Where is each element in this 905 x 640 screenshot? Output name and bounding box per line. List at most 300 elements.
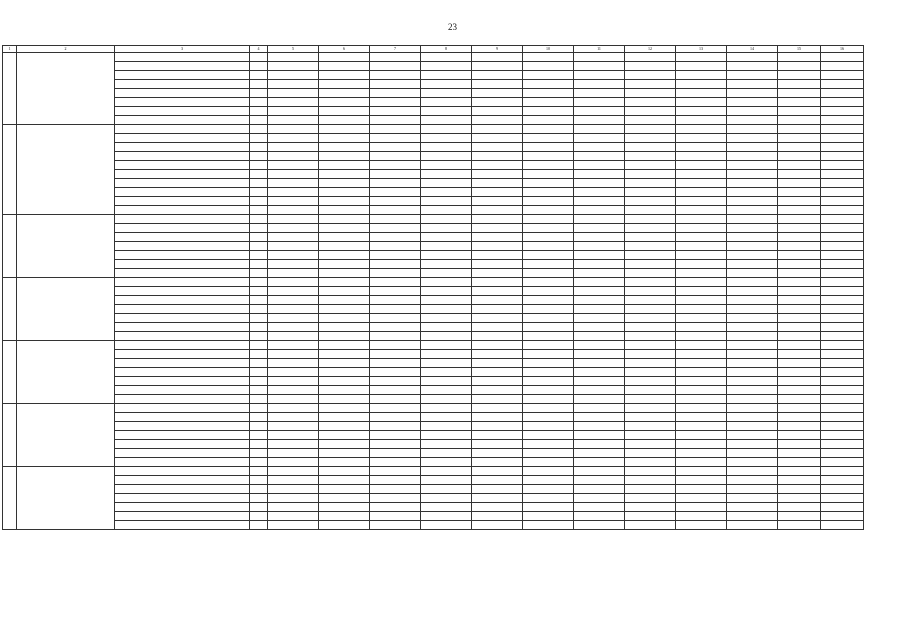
amount-cell	[268, 80, 319, 89]
amount-cell	[523, 251, 574, 260]
amount-cell	[727, 161, 778, 170]
amount-cell	[727, 467, 778, 476]
amount-cell	[778, 314, 821, 323]
amount-cell	[268, 134, 319, 143]
report-table	[2, 45, 864, 530]
amount-cell	[676, 377, 727, 386]
amount-cell	[676, 287, 727, 296]
amount-cell	[821, 80, 864, 89]
amount-cell	[523, 413, 574, 422]
funding-source-cell	[115, 287, 250, 296]
amount-cell	[821, 260, 864, 269]
amount-cell	[727, 251, 778, 260]
amount-cell	[625, 242, 676, 251]
amount-cell	[421, 386, 472, 395]
amount-cell	[625, 332, 676, 341]
amount-cell	[370, 161, 421, 170]
amount-cell	[268, 305, 319, 314]
budget-code-cell	[250, 494, 268, 503]
amount-cell	[421, 377, 472, 386]
amount-cell	[727, 368, 778, 377]
table-row	[3, 251, 864, 260]
amount-cell	[421, 98, 472, 107]
amount-cell	[727, 350, 778, 359]
table-row	[3, 161, 864, 170]
amount-cell	[523, 62, 574, 71]
amount-cell	[319, 89, 370, 98]
amount-cell	[523, 314, 574, 323]
amount-cell	[319, 503, 370, 512]
amount-cell	[625, 341, 676, 350]
table-row	[3, 197, 864, 206]
funding-source-cell	[115, 269, 250, 278]
group-title-cell	[17, 125, 115, 215]
amount-cell	[727, 53, 778, 62]
amount-cell	[370, 116, 421, 125]
amount-cell	[778, 125, 821, 134]
funding-source-cell	[115, 350, 250, 359]
column-number: 14	[727, 46, 778, 53]
amount-cell	[821, 431, 864, 440]
amount-cell	[319, 197, 370, 206]
funding-source-cell	[115, 485, 250, 494]
group-title-cell	[17, 341, 115, 404]
amount-cell	[523, 260, 574, 269]
amount-cell	[778, 422, 821, 431]
table-row	[3, 215, 864, 224]
amount-cell	[268, 368, 319, 377]
table-row	[3, 314, 864, 323]
amount-cell	[523, 179, 574, 188]
table-row	[3, 377, 864, 386]
amount-cell	[370, 224, 421, 233]
amount-cell	[319, 125, 370, 134]
amount-cell	[268, 494, 319, 503]
budget-code-cell	[250, 134, 268, 143]
amount-cell	[727, 206, 778, 215]
amount-cell	[472, 341, 523, 350]
amount-cell	[625, 251, 676, 260]
funding-source-cell	[115, 143, 250, 152]
budget-code-cell	[250, 413, 268, 422]
table-row	[3, 305, 864, 314]
amount-cell	[319, 287, 370, 296]
amount-cell	[727, 332, 778, 341]
amount-cell	[472, 314, 523, 323]
amount-cell	[574, 404, 625, 413]
amount-cell	[472, 458, 523, 467]
amount-cell	[268, 206, 319, 215]
amount-cell	[727, 224, 778, 233]
amount-cell	[421, 197, 472, 206]
amount-cell	[625, 314, 676, 323]
amount-cell	[268, 422, 319, 431]
amount-cell	[319, 116, 370, 125]
amount-cell	[421, 161, 472, 170]
amount-cell	[676, 98, 727, 107]
amount-cell	[370, 287, 421, 296]
amount-cell	[421, 467, 472, 476]
amount-cell	[421, 62, 472, 71]
amount-cell	[625, 152, 676, 161]
amount-cell	[574, 215, 625, 224]
amount-cell	[319, 431, 370, 440]
amount-cell	[625, 170, 676, 179]
page-number: 23	[448, 22, 457, 32]
amount-cell	[268, 476, 319, 485]
budget-code-cell	[250, 53, 268, 62]
amount-cell	[821, 341, 864, 350]
amount-cell	[523, 395, 574, 404]
amount-cell	[268, 395, 319, 404]
column-number: 5	[268, 46, 319, 53]
amount-cell	[727, 494, 778, 503]
amount-cell	[821, 224, 864, 233]
funding-source-cell	[115, 404, 250, 413]
amount-cell	[778, 179, 821, 188]
amount-cell	[821, 296, 864, 305]
group-code-cell	[3, 404, 17, 467]
amount-cell	[370, 98, 421, 107]
funding-source-cell	[115, 260, 250, 269]
amount-cell	[727, 485, 778, 494]
amount-cell	[727, 71, 778, 80]
amount-cell	[625, 377, 676, 386]
amount-cell	[676, 188, 727, 197]
amount-cell	[319, 215, 370, 224]
amount-cell	[523, 485, 574, 494]
amount-cell	[319, 98, 370, 107]
amount-cell	[319, 332, 370, 341]
amount-cell	[319, 485, 370, 494]
amount-cell	[625, 323, 676, 332]
budget-code-cell	[250, 305, 268, 314]
amount-cell	[676, 179, 727, 188]
amount-cell	[676, 440, 727, 449]
funding-source-cell	[115, 476, 250, 485]
amount-cell	[523, 116, 574, 125]
amount-cell	[778, 521, 821, 530]
amount-cell	[625, 305, 676, 314]
amount-cell	[574, 359, 625, 368]
table-row	[3, 125, 864, 134]
amount-cell	[421, 494, 472, 503]
amount-cell	[727, 305, 778, 314]
table-row	[3, 431, 864, 440]
amount-cell	[472, 431, 523, 440]
amount-cell	[727, 269, 778, 278]
amount-cell	[821, 476, 864, 485]
amount-cell	[319, 260, 370, 269]
amount-cell	[421, 278, 472, 287]
amount-cell	[625, 431, 676, 440]
funding-source-cell	[115, 431, 250, 440]
amount-cell	[778, 89, 821, 98]
amount-cell	[523, 71, 574, 80]
funding-source-cell	[115, 179, 250, 188]
amount-cell	[821, 467, 864, 476]
table-row	[3, 107, 864, 116]
amount-cell	[727, 296, 778, 305]
amount-cell	[370, 206, 421, 215]
column-number-row	[3, 46, 864, 53]
amount-cell	[778, 395, 821, 404]
amount-cell	[821, 332, 864, 341]
table-row	[3, 467, 864, 476]
budget-code-cell	[250, 161, 268, 170]
amount-cell	[727, 440, 778, 449]
amount-cell	[676, 224, 727, 233]
table-row	[3, 80, 864, 89]
amount-cell	[268, 179, 319, 188]
amount-cell	[727, 449, 778, 458]
amount-cell	[625, 206, 676, 215]
amount-cell	[523, 269, 574, 278]
amount-cell	[268, 431, 319, 440]
funding-source-cell	[115, 188, 250, 197]
table-row	[3, 386, 864, 395]
amount-cell	[268, 71, 319, 80]
amount-cell	[472, 251, 523, 260]
amount-cell	[319, 170, 370, 179]
amount-cell	[319, 467, 370, 476]
amount-cell	[370, 134, 421, 143]
amount-cell	[778, 260, 821, 269]
amount-cell	[676, 332, 727, 341]
amount-cell	[319, 71, 370, 80]
amount-cell	[574, 296, 625, 305]
table-row	[3, 440, 864, 449]
amount-cell	[821, 188, 864, 197]
amount-cell	[370, 80, 421, 89]
amount-cell	[676, 503, 727, 512]
budget-code-cell	[250, 485, 268, 494]
budget-code-cell	[250, 377, 268, 386]
amount-cell	[268, 296, 319, 305]
amount-cell	[676, 368, 727, 377]
funding-source-cell	[115, 242, 250, 251]
amount-cell	[268, 440, 319, 449]
amount-cell	[625, 53, 676, 62]
table-row	[3, 503, 864, 512]
amount-cell	[319, 161, 370, 170]
amount-cell	[319, 188, 370, 197]
funding-source-cell	[115, 98, 250, 107]
budget-code-cell	[250, 458, 268, 467]
amount-cell	[370, 107, 421, 116]
amount-cell	[727, 476, 778, 485]
amount-cell	[268, 449, 319, 458]
budget-code-cell	[250, 278, 268, 287]
amount-cell	[625, 494, 676, 503]
amount-cell	[574, 107, 625, 116]
amount-cell	[370, 476, 421, 485]
amount-cell	[625, 278, 676, 287]
amount-cell	[574, 386, 625, 395]
budget-code-cell	[250, 350, 268, 359]
amount-cell	[421, 143, 472, 152]
amount-cell	[472, 287, 523, 296]
table-row	[3, 449, 864, 458]
amount-cell	[523, 53, 574, 62]
amount-cell	[625, 71, 676, 80]
budget-code-cell	[250, 224, 268, 233]
amount-cell	[523, 422, 574, 431]
amount-cell	[268, 107, 319, 116]
amount-cell	[472, 188, 523, 197]
funding-source-cell	[115, 161, 250, 170]
budget-code-cell	[250, 359, 268, 368]
amount-cell	[574, 323, 625, 332]
amount-cell	[421, 503, 472, 512]
amount-cell	[574, 431, 625, 440]
amount-cell	[574, 485, 625, 494]
amount-cell	[778, 215, 821, 224]
budget-code-cell	[250, 170, 268, 179]
amount-cell	[821, 215, 864, 224]
amount-cell	[421, 305, 472, 314]
amount-cell	[574, 278, 625, 287]
funding-source-cell	[115, 251, 250, 260]
amount-cell	[268, 341, 319, 350]
budget-code-cell	[250, 521, 268, 530]
amount-cell	[472, 449, 523, 458]
amount-cell	[523, 440, 574, 449]
amount-cell	[821, 512, 864, 521]
amount-cell	[268, 350, 319, 359]
amount-cell	[727, 89, 778, 98]
amount-cell	[421, 413, 472, 422]
amount-cell	[778, 449, 821, 458]
amount-cell	[523, 467, 574, 476]
amount-cell	[319, 494, 370, 503]
amount-cell	[370, 395, 421, 404]
amount-cell	[319, 386, 370, 395]
amount-cell	[268, 386, 319, 395]
amount-cell	[370, 179, 421, 188]
amount-cell	[421, 476, 472, 485]
amount-cell	[472, 233, 523, 242]
amount-cell	[727, 107, 778, 116]
amount-cell	[268, 314, 319, 323]
budget-code-cell	[250, 98, 268, 107]
amount-cell	[821, 404, 864, 413]
amount-cell	[574, 161, 625, 170]
amount-cell	[472, 152, 523, 161]
amount-cell	[676, 197, 727, 206]
amount-cell	[370, 521, 421, 530]
amount-cell	[370, 314, 421, 323]
amount-cell	[625, 359, 676, 368]
amount-cell	[727, 413, 778, 422]
table-row	[3, 188, 864, 197]
amount-cell	[523, 233, 574, 242]
group-title-cell	[17, 278, 115, 341]
funding-source-cell	[115, 386, 250, 395]
amount-cell	[370, 170, 421, 179]
amount-cell	[472, 494, 523, 503]
amount-cell	[472, 503, 523, 512]
amount-cell	[821, 107, 864, 116]
table-row	[3, 341, 864, 350]
amount-cell	[370, 152, 421, 161]
funding-source-cell	[115, 377, 250, 386]
table-row	[3, 62, 864, 71]
table-row	[3, 71, 864, 80]
amount-cell	[319, 152, 370, 161]
amount-cell	[421, 521, 472, 530]
amount-cell	[676, 134, 727, 143]
amount-cell	[523, 152, 574, 161]
table-row	[3, 287, 864, 296]
amount-cell	[676, 161, 727, 170]
amount-cell	[319, 521, 370, 530]
amount-cell	[625, 107, 676, 116]
amount-cell	[370, 449, 421, 458]
budget-code-cell	[250, 251, 268, 260]
amount-cell	[268, 152, 319, 161]
amount-cell	[268, 287, 319, 296]
budget-code-cell	[250, 368, 268, 377]
amount-cell	[370, 251, 421, 260]
amount-cell	[676, 386, 727, 395]
table-body	[3, 53, 864, 530]
amount-cell	[472, 332, 523, 341]
amount-cell	[625, 512, 676, 521]
column-number: 11	[574, 46, 625, 53]
amount-cell	[523, 278, 574, 287]
amount-cell	[625, 143, 676, 152]
amount-cell	[319, 395, 370, 404]
amount-cell	[319, 134, 370, 143]
amount-cell	[821, 170, 864, 179]
amount-cell	[821, 440, 864, 449]
amount-cell	[472, 377, 523, 386]
amount-cell	[370, 350, 421, 359]
report-table-container	[2, 45, 863, 530]
amount-cell	[472, 359, 523, 368]
amount-cell	[523, 224, 574, 233]
amount-cell	[778, 242, 821, 251]
amount-cell	[727, 170, 778, 179]
amount-cell	[370, 188, 421, 197]
amount-cell	[574, 233, 625, 242]
amount-cell	[421, 224, 472, 233]
amount-cell	[370, 404, 421, 413]
amount-cell	[472, 269, 523, 278]
amount-cell	[472, 215, 523, 224]
table-row	[3, 152, 864, 161]
amount-cell	[370, 386, 421, 395]
amount-cell	[821, 503, 864, 512]
amount-cell	[472, 260, 523, 269]
amount-cell	[676, 152, 727, 161]
amount-cell	[319, 224, 370, 233]
amount-cell	[574, 260, 625, 269]
amount-cell	[676, 476, 727, 485]
column-number: 3	[115, 46, 250, 53]
amount-cell	[821, 125, 864, 134]
amount-cell	[370, 368, 421, 377]
budget-code-cell	[250, 62, 268, 71]
amount-cell	[370, 143, 421, 152]
amount-cell	[370, 503, 421, 512]
funding-source-cell	[115, 503, 250, 512]
amount-cell	[523, 206, 574, 215]
amount-cell	[778, 152, 821, 161]
funding-source-cell	[115, 422, 250, 431]
amount-cell	[472, 98, 523, 107]
